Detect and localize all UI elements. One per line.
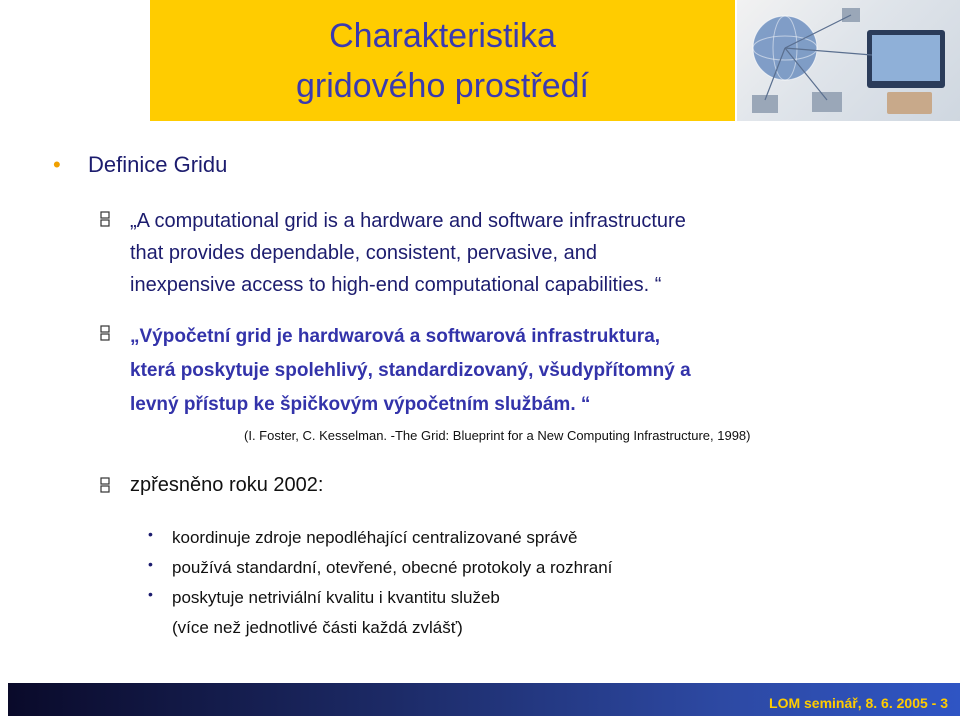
slide-title-line-2: gridového prostředí: [296, 67, 589, 105]
quote-line: která poskytuje spolehlivý, standardizovaný, všudypřítomný a: [130, 360, 691, 381]
orange-bullet-icon: •: [53, 152, 61, 177]
section-bullet-icon: [98, 210, 112, 230]
section-bullet-icon: [98, 476, 112, 496]
section-bullet-icon: [98, 324, 112, 344]
citation: (I. Foster, C. Kesselman. -The Grid: Blueprint for a New Computing Infrastructure, 1998): [244, 428, 751, 443]
list-item: poskytuje netriviální kvalitu i kvantitu služeb: [172, 588, 500, 607]
quote-line: that provides dependable, consistent, pervasive, and: [130, 242, 597, 264]
list-item: používá standardní, otevřené, obecné protokoly a rozhraní: [172, 558, 613, 577]
refined-2002-heading: zpřesněno roku 2002:: [130, 474, 324, 496]
title-banner: [150, 0, 735, 121]
list-item: (více než jednotlivé části každá zvlášť): [172, 618, 463, 637]
quote-line: „A computational grid is a hardware and software infrastructure: [130, 210, 686, 232]
small-bullet-icon: •: [148, 586, 153, 602]
network-globe-icon: [737, 0, 960, 121]
grid-illustration: [737, 0, 960, 121]
small-bullet-icon: •: [148, 556, 153, 572]
quote-line: levný přístup ke špičkovým výpočetním službám. “: [130, 394, 591, 415]
czech-definition-quote: [130, 320, 870, 422]
footer-label: LOM seminář, 8. 6. 2005 - 3: [769, 695, 948, 711]
grid-properties-list: [172, 523, 612, 643]
english-definition-quote: [130, 205, 850, 301]
footer-bar: [8, 683, 960, 716]
list-item: koordinuje zdroje nepodléhající centralizované správě: [172, 528, 578, 547]
quote-line: „Výpočetní grid je hardwarová a softwarová infrastruktura,: [130, 326, 661, 347]
small-bullet-icon: •: [148, 526, 153, 542]
quote-line: inexpensive access to high-end computational capabilities. “: [130, 274, 662, 296]
slide-title-line-1: Charakteristika: [329, 17, 556, 55]
definition-heading: Definice Gridu: [88, 152, 228, 177]
